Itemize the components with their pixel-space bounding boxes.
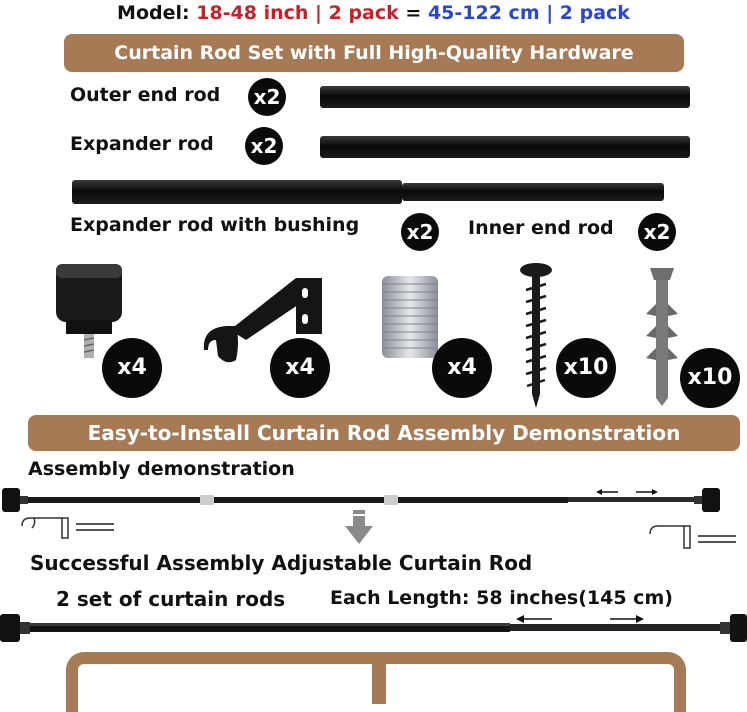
window-frame-divider xyxy=(372,664,386,704)
assembly-demo-label: Assembly demonstration xyxy=(28,458,295,480)
assembled-rod-image xyxy=(0,608,747,650)
success-label: Successful Assembly Adjustable Curtain Rod xyxy=(30,551,533,575)
assembly-banner: Easy-to-Install Curtain Rod Assembly Demonstration xyxy=(28,415,740,451)
expander-rod-label: Expander rod xyxy=(70,133,214,155)
inner-end-rod-label: Inner end rod xyxy=(468,217,614,239)
outer-end-rod-image xyxy=(320,86,690,108)
length-label: Each Length: 58 inches(145 cm) xyxy=(330,587,673,609)
expander-rod-bushing-label: Expander rod with bushing xyxy=(70,214,360,236)
model-label: Model: xyxy=(117,2,190,24)
expander-rod-bushing-image xyxy=(72,180,664,204)
expander-rod-bushing-qty-badge: x2 xyxy=(401,213,439,251)
bushing-icon xyxy=(378,272,442,362)
anchor-qty-badge: x10 xyxy=(680,348,740,408)
model-line xyxy=(0,0,747,26)
model-equals: = xyxy=(405,2,422,24)
bushing-qty-badge: x4 xyxy=(432,338,492,398)
sets-label: 2 set of curtain rods xyxy=(56,587,286,611)
anchor-icon xyxy=(640,264,684,409)
bracket-qty-badge: x4 xyxy=(270,338,330,398)
model-imperial: 18-48 inch | 2 pack xyxy=(196,2,399,24)
expander-rod-image xyxy=(320,136,690,158)
outer-end-rod-qty-badge: x2 xyxy=(248,78,286,116)
finial-qty-badge: x4 xyxy=(102,338,162,398)
outer-end-rod-label: Outer end rod xyxy=(70,84,221,106)
expander-rod-qty-badge: x2 xyxy=(245,127,283,165)
screw-icon xyxy=(516,262,556,412)
model-metric: 45-122 cm | 2 pack xyxy=(427,2,630,24)
screw-qty-badge: x10 xyxy=(556,338,616,398)
hardware-banner: Curtain Rod Set with Full High-Quality Hardware xyxy=(64,34,684,72)
arrow-down-icon xyxy=(344,510,374,548)
inner-end-rod-qty-badge: x2 xyxy=(638,213,676,251)
